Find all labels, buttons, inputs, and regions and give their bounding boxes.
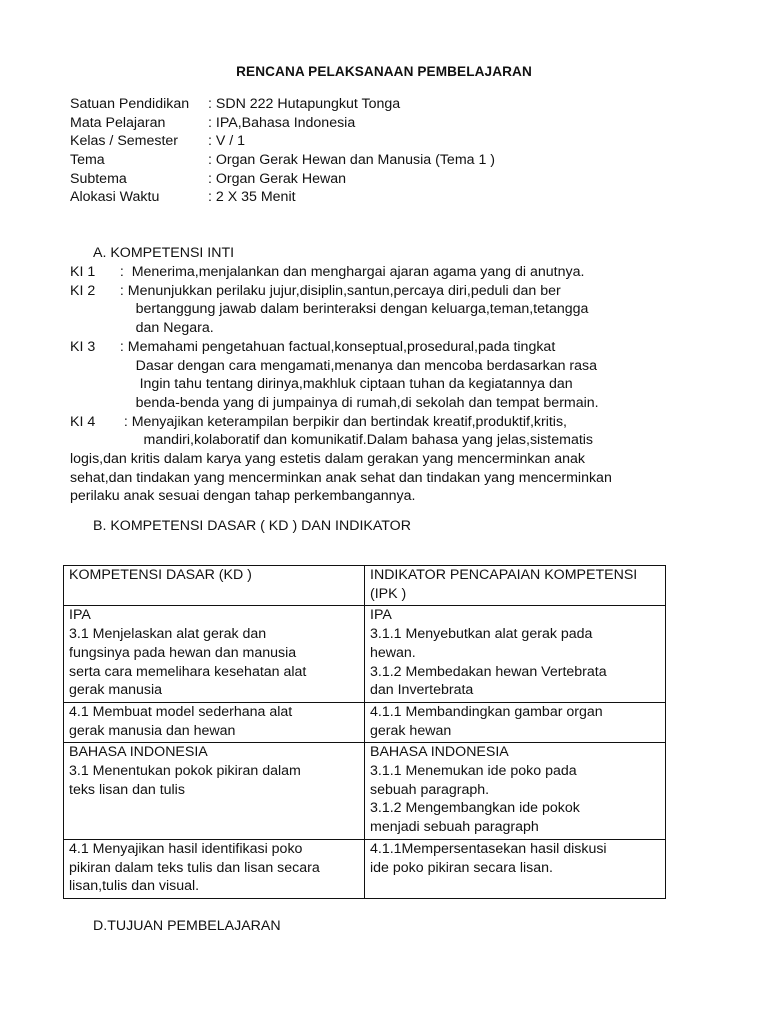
table-row [64,702,666,742]
kd-cell [64,702,365,742]
cell-line: IPA [370,607,392,624]
cell-line: 3.1.2 Mengembangkan ide pokok [370,800,580,817]
ki-code: KI 4 [70,413,96,430]
cell-line: teks lisan dan tulis [69,781,185,798]
ki-line: : Menunjukkan perilaku jujur,disiplin,santun,percaya diri,peduli dan ber [112,282,561,299]
ki-code: KI 2 [70,282,96,299]
ki-text-block [112,282,588,338]
identity-row [70,170,495,189]
ki-line: Ingin tahu tentang dirinya,makhluk ciptaan tuhan da kegiatannya dan [112,376,573,393]
ki-line: benda-benda yang di jumpainya di rumah,di sekolah dan tempat bermain. [112,394,599,411]
ki-line: dan Negara. [112,320,214,337]
identity-row [70,95,495,114]
ki-text-block [112,263,584,282]
ki-item [70,413,710,450]
table-header-cell [64,566,365,606]
ki-code: KI 1 [70,264,96,280]
ki-continuation-line: perilaku anak sesuai dengan tahap perkembangannya. [70,488,416,505]
identity-label: Satuan Pendidikan [70,96,190,112]
cell-line: KOMPETENSI DASAR (KD ) [69,567,252,583]
ki-continuation-line: sehat,dan tindakan yang mencerminkan anak sehat dan tindakan yang mencerminkan [70,469,612,486]
section-heading-kompetensi-dasar: B. KOMPETENSI DASAR ( KD ) DAN INDIKATOR [93,518,411,534]
ki-line: mandiri,kolaboratif dan komunikatif.Dalam bahasa yang jelas,sistematis [112,432,594,449]
cell-line: 3.1.2 Membedakan hewan Vertebrata [370,663,607,680]
ki-line: : Menerima,menjalankan dan menghargai ajaran agama yang di anutnya. [112,264,585,280]
identity-row [70,188,495,207]
identity-value: : 2 X 35 Menit [208,189,296,206]
ki-code: KI 3 [70,338,96,355]
identity-value: : V / 1 [208,133,246,150]
ki-item [70,338,710,413]
ki-text-block [112,338,599,413]
identity-row [70,114,495,133]
cell-line: fungsinya pada hewan dan manusia [69,644,297,661]
table-row [64,743,666,840]
cell-line: hewan. [370,644,416,661]
identity-value: : IPA,Bahasa Indonesia [208,114,356,131]
ki-line: Dasar dengan cara mengamati,menanya dan mencoba berdasarkan rasa [112,357,598,374]
cell-line: gerak manusia [69,682,163,699]
identity-label: Kelas / Semester [70,133,179,150]
cell-line: 4.1 Menyajikan hasil identifikasi poko [69,840,303,857]
identity-label: Subtema [70,170,127,187]
identity-row [70,151,495,170]
ipk-cell [365,702,666,742]
ki-item [70,282,710,338]
kd-cell [64,743,365,840]
ipk-cell [365,743,666,840]
cell-line: dan Invertebrata [370,682,474,699]
kompetensi-inti-list [70,263,710,506]
ki-item [70,263,710,282]
identity-value: : Organ Gerak Hewan [208,170,346,187]
cell-line: 3.1 Menjelaskan alat gerak dan [69,626,267,643]
cell-line: 3.1.1 Menemukan ide poko pada [370,763,577,780]
table-row [64,839,666,898]
kd-indikator-table [63,565,666,899]
identity-row [70,132,495,151]
section-heading-tujuan-pembelajaran: D.TUJUAN PEMBELAJARAN [93,918,281,934]
ki-line: : Menyajikan keterampilan berpikir dan bertindak kreatif,produktif,kritis, [112,413,567,430]
table-header-row [64,566,666,606]
kd-cell [64,839,365,898]
cell-line: 3.1.1 Menyebutkan alat gerak pada [370,626,593,643]
cell-line: 3.1 Menentukan pokok pikiran dalam [69,763,301,780]
ki-line: : Memahami pengetahuan factual,konseptual,prosedural,pada tingkat [112,338,556,355]
cell-line: gerak hewan [370,722,452,739]
kd-cell [64,606,365,703]
cell-line: BAHASA INDONESIA [370,744,509,761]
ki-continuation-line: logis,dan kritis dalam karya yang estetis dalam gerakan yang mencerminkan anak [70,451,585,468]
identity-value: : SDN 222 Hutapungkut Tonga [208,96,401,112]
cell-line: IPA [69,607,91,624]
identity-label: Tema [70,152,105,169]
ipk-cell [365,839,666,898]
cell-line: sebuah paragraph. [370,781,490,798]
table-row [64,606,666,703]
identity-value: : Organ Gerak Hewan dan Manusia (Tema 1 ) [208,152,496,169]
document-title: RENCANA PELAKSANAAN PEMBELAJARAN [236,64,532,79]
ipk-cell [365,606,666,703]
identity-block [70,95,495,207]
cell-line: 4.1 Membuat model sederhana alat [69,703,293,720]
cell-line: ide poko pikiran secara lisan. [370,859,553,876]
table-header-cell [365,566,666,606]
cell-line: 4.1.1Mempersentasekan hasil diskusi [370,840,607,857]
section-heading-kompetensi-inti: A. KOMPETENSI INTI [93,245,235,261]
cell-line: menjadi sebuah paragraph [370,819,539,836]
ki-text-block [112,413,593,450]
cell-line: gerak manusia dan hewan [69,722,236,739]
identity-label: Alokasi Waktu [70,189,160,206]
cell-line: pikiran dalam teks tulis dan lisan secara [69,859,320,876]
identity-label: Mata Pelajaran [70,114,166,131]
cell-line: serta cara memelihara kesehatan alat [69,663,307,680]
cell-line: 4.1.1 Membandingkan gambar organ [370,703,603,720]
cell-line: (IPK ) [370,585,407,602]
cell-line: INDIKATOR PENCAPAIAN KOMPETENSI [370,567,638,583]
cell-line: lisan,tulis dan visual. [69,878,200,895]
ki-line: bertanggung jawab dalam berinteraksi dengan keluarga,teman,tetangga [112,301,589,318]
cell-line: BAHASA INDONESIA [69,744,208,761]
